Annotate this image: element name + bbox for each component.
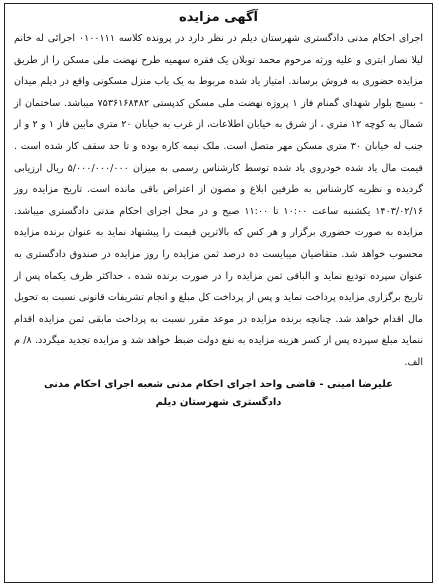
notice-title: آگهی مزایده bbox=[179, 10, 258, 25]
notice-body: اجرای احکام مدنی دادگستری شهرستان دیلم در نظر دارد در پرونده کلاسه ۰۱۰۰۱۱۱ اجرائی له خانم لیلا نصار ابتری و علیه ورثه مرحوم محمد توبلان یک فقره سهمیه طرح نهضت ملی مسکن را از طریق مزایده حضوری به فروش برساند. امتیاز یاد شده مربوط به یک باب منزل مسکونی واقع در دیلم میدان - بسیج بلوار شهدای گمنام فاز ۱ پروژه نهضت ملی مسکن کدپستی ۷۵۳۶۱۶۸۴۸۲ میباشد. ساختمان از شمال به کوچه ۱۲ متری ، از شرق به خیابان اطلاعات، از غرب به خیابان ۲۰ متری مابین فاز ۱ و ۲ و از جنب له خیابان ۳۰ متری مسکن مهر متصل است. ملک نیمه کاره بوده و تا حد سقف کار شده است . قیمت مال یاد شده خودروی یاد شده توسط کارشناس رسمی به میزان ۵/۰۰۰/۰۰۰/۰۰۰ ریال ارزیابی گردیده و نظریه کارشناس به طرفین ابلاغ و مصون از اعتراض باقی مانده است. تاریخ مزایده روز ۱۴۰۳/۰۲/۱۶ یکشنبه ساعت ۱۰:۰۰ تا ۱۱:۰۰ صبح و در محل اجرای احکام مدنی دادگستری میباشد. مزایده به صورت حضوری برگزار و هر کس که بالاترین قیمت را پیشنهاد نماید به عنوان برنده مزایده محسوب خواهد شد. متقاضیان میبایست ده درصد ثمن مزایده را روز مزایده در صندوق دادگستری به عنوان سپرده تودیع نماید و الباقی ثمن مزایده را در صورت برنده شده ، حداکثر ظرف یکماه پس از تاریخ برگزاری مزایده پرداخت نماید و پس از پرداخت کل مبلغ و انجام تشریفات قانونی نسبت به تحویل مال اقدام خواهد شد. چنانچه برنده مزایده در موعد مقرر نسبت به پرداخت مابقی ثمن مزایده اقدام ننماید مبلغ سپرده پس از کسر هزینه مزایده به نفع دولت ضبط خواهد شد و مزایده تجدید میگردد. ۸/ م الف. bbox=[14, 33, 424, 368]
auction-notice bbox=[4, 3, 433, 583]
signature-line-1: علیرضا امینی - قاضی واحد اجرای احکام مدنی شعبه اجرای احکام مدنی bbox=[44, 378, 393, 390]
signature-block bbox=[5, 376, 432, 412]
signature-line-2: دادگستری شهرستان دیلم bbox=[155, 396, 282, 408]
